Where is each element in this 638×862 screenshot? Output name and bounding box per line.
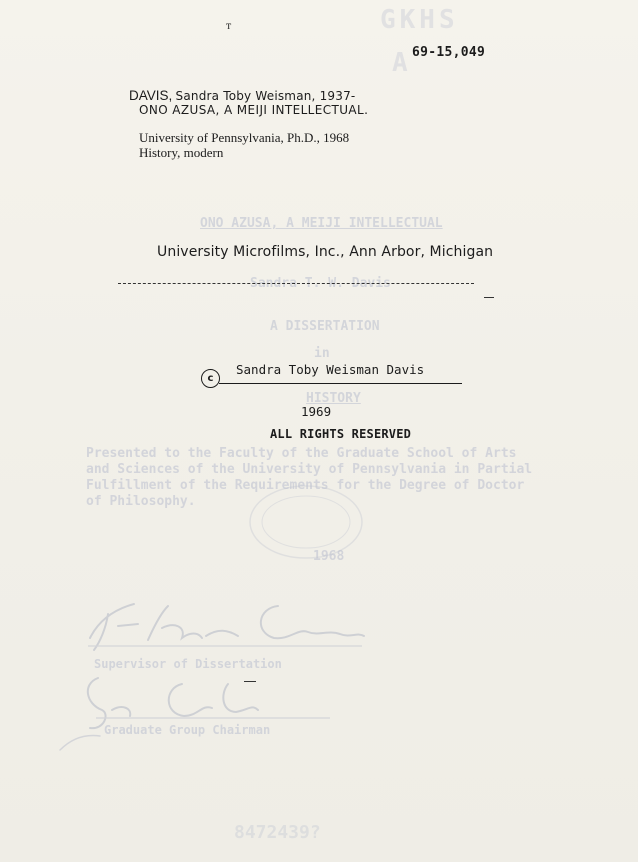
ghost-paragraph-line-3: Fulfillment of the Requirements for the Degree of Doctor — [86, 478, 525, 493]
ghost-supervisor-signature-icon — [78, 592, 368, 656]
author-details: Sandra Toby Weisman, 1937- — [175, 89, 356, 103]
ghost-title: ONO AZUSA, A MEIJI INTELLECTUAL — [200, 216, 443, 231]
small-dash-mark — [244, 681, 256, 682]
subject-line: History, modern — [139, 145, 224, 160]
ghost-author: Sandra T. W. Davis — [250, 276, 391, 291]
copyright-holder: Sandra Toby Weisman Davis — [236, 362, 425, 377]
ghost-paragraph-line-2: and Sciences of the University of Pennsylvania in Partial — [86, 462, 533, 477]
author-line — [129, 88, 355, 104]
author-surname: DAVIS, — [129, 88, 173, 103]
university-degree-line: University of Pennsylvania, Ph.D., 1968 — [139, 130, 350, 145]
ghost-supervisor-caption: Supervisor of Dissertation — [94, 657, 282, 671]
order-number: 69-15,049 — [412, 45, 486, 60]
copyright-holder-rule — [219, 383, 462, 384]
ghost-year: 1968 — [313, 549, 345, 564]
ghost-corner-mark: GKHS — [380, 5, 459, 35]
copyright-icon — [201, 369, 220, 388]
copyright-symbol-letter: c — [207, 373, 214, 384]
ghost-paragraph-line-4: of Philosophy. — [86, 494, 196, 509]
dashed-divider — [118, 283, 474, 284]
divider-end-mark — [484, 297, 494, 298]
ghost-stamp-number: 8472439? — [234, 822, 321, 843]
ghost-chairman-signature-icon — [52, 664, 342, 756]
ghost-corner-mark-2: A — [392, 48, 408, 78]
ghost-paragraph-line-1: Presented to the Faculty of the Graduate School of Arts — [86, 446, 517, 461]
ghost-heading: A DISSERTATION — [270, 319, 380, 334]
publisher-line: University Microfilms, Inc., Ann Arbor, Michigan — [157, 244, 494, 260]
ghost-seal-icon — [246, 482, 366, 562]
ghost-chairman-caption: Graduate Group Chairman — [104, 723, 271, 737]
ghost-in: in — [314, 346, 330, 361]
dissertation-title: ONO AZUSA, A MEIJI INTELLECTUAL. — [139, 103, 369, 117]
rights-reserved: ALL RIGHTS RESERVED — [270, 427, 412, 441]
top-mark: т — [226, 18, 232, 32]
ghost-field: HISTORY — [306, 391, 361, 406]
copyright-year: 1969 — [301, 404, 332, 419]
